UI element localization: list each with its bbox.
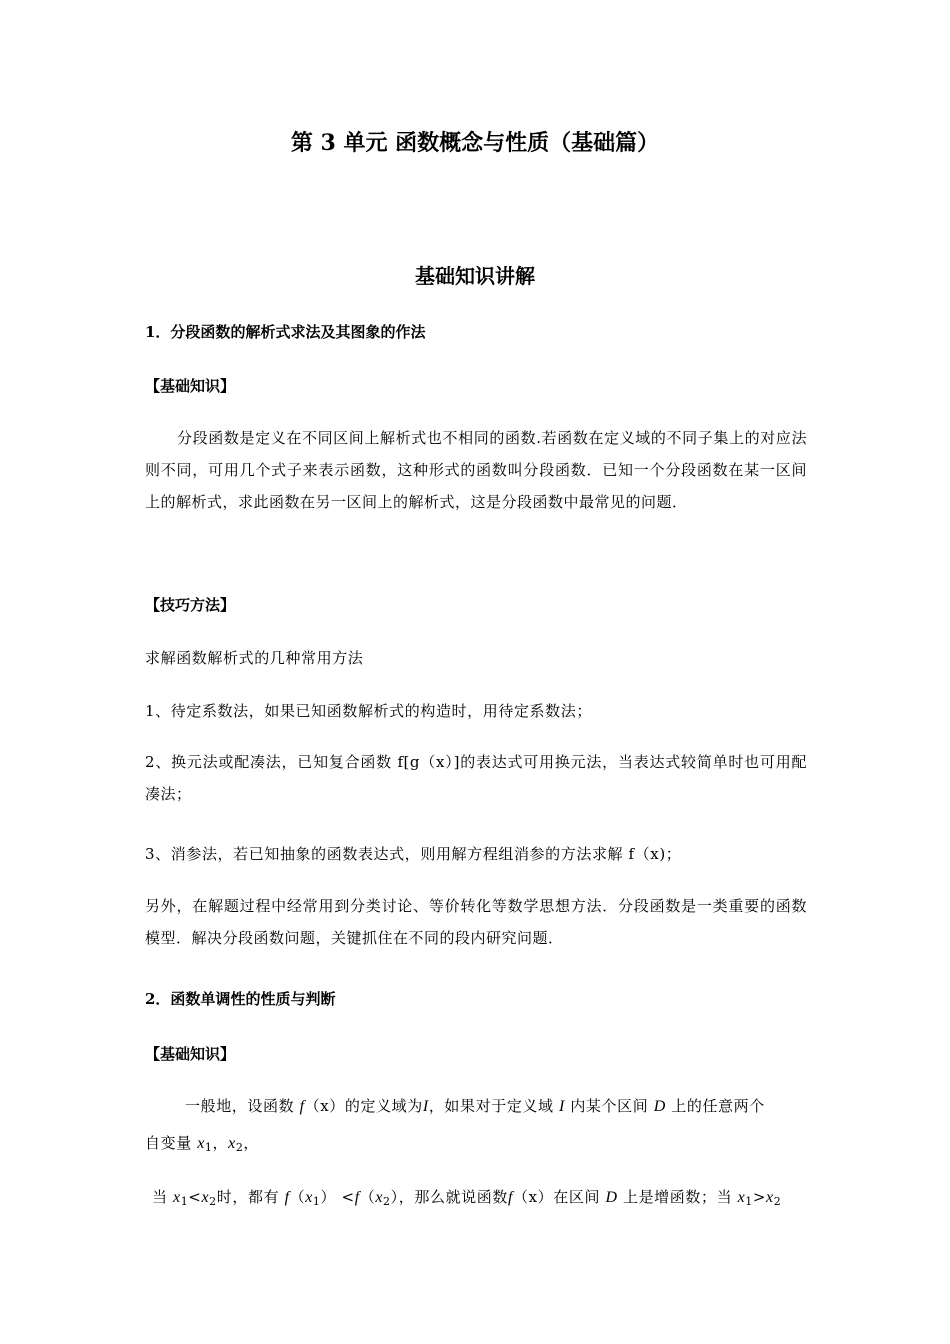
text: ） — [320, 1188, 337, 1206]
math-f: f — [284, 1189, 290, 1206]
math-x: x — [766, 1189, 774, 1206]
subscript: 1 — [180, 1195, 189, 1208]
text: 一般地，设函数 — [185, 1097, 295, 1115]
math-f: f — [507, 1189, 514, 1206]
subscript: 1 — [312, 1195, 321, 1208]
section1-tips-label: 【技巧方法】 — [145, 596, 236, 614]
text: （ — [289, 1188, 306, 1206]
section1-basics-label: 【基础知识】 — [145, 377, 236, 395]
math-f: f — [354, 1189, 360, 1206]
subscript: 2 — [209, 1195, 217, 1208]
document-title: 第 3 单元 函数概念与性质（基础篇） — [290, 130, 660, 156]
section-banner-basics: 基础知识讲解 — [415, 264, 535, 288]
math-x: x — [228, 1135, 236, 1152]
text: 当 — [152, 1188, 168, 1206]
math-x: x — [737, 1189, 746, 1206]
text: 内某个区间 — [570, 1097, 649, 1115]
text: 上的任意两个 — [671, 1097, 765, 1115]
text: ， — [212, 1134, 229, 1152]
math-D: D — [605, 1189, 618, 1206]
text: （x）的定义域为 — [304, 1097, 423, 1115]
section1-basics-paragraph: 分段函数是定义在不同区间上解析式也不相同的函数.若函数在定义域的不同子集上的对应法则不同，可用几个式子来表示函数，这种形式的函数叫分段函数．已知一个分段函数在某一区间上的解析式，求此函数在另一区间上的解析式，这是分段函数中最常见的问题． — [145, 429, 807, 511]
subscript: 1 — [745, 1195, 753, 1208]
subscript: 2 — [235, 1141, 244, 1154]
section2-basics-label: 【基础知识】 — [145, 1045, 236, 1063]
definition-line-1 — [185, 1095, 765, 1116]
math-f: f — [299, 1098, 305, 1115]
subscript: 1 — [204, 1141, 213, 1154]
subscript: 2 — [773, 1195, 782, 1208]
extra-paragraph: 另外，在解题过程中经常用到分类讨论、等价转化等数学思想方法．分段函数是一类重要的函数模型．解决分段函数问题，关键抓住在不同的段内研究问题． — [145, 897, 807, 947]
less-than: < — [341, 1188, 355, 1206]
definition-line-3 — [152, 1186, 781, 1208]
math-x: x — [305, 1189, 313, 1206]
greater-than: > — [752, 1188, 767, 1206]
text: （x）在区间 — [513, 1188, 601, 1206]
definition-line-2 — [145, 1132, 259, 1154]
math-x: x — [201, 1189, 210, 1206]
text: 上是增函数；当 — [622, 1188, 733, 1206]
tips-intro: 求解函数解析式的几种常用方法 — [145, 649, 364, 667]
math-I: I — [559, 1098, 565, 1115]
math-x: x — [375, 1189, 384, 1206]
text: ，如果对于定义域 — [428, 1097, 554, 1115]
method-2: 2、换元法或配凑法，已知复合函数 f[g（x）]的表达式可用换元法，当表达式较简单时也可用配凑法； — [145, 753, 807, 803]
subscript: 2 — [383, 1195, 391, 1208]
text: （ — [359, 1188, 376, 1206]
method-3: 3、消参法，若已知抽象的函数表达式，则用解方程组消参的方法求解 f（x)； — [145, 845, 682, 863]
text: ，那么就说函数 — [398, 1188, 508, 1206]
text: 时，都有 — [216, 1188, 280, 1206]
math-x: x — [197, 1135, 205, 1152]
text: 自变量 — [145, 1134, 192, 1152]
section1-heading: 1．分段函数的解析式求法及其图象的作法 — [145, 323, 426, 341]
less-than: < — [188, 1188, 202, 1206]
method-1: 1、待定系数法，如果已知函数解析式的构造时，用待定系数法； — [145, 702, 592, 720]
math-I: I — [422, 1098, 429, 1115]
section2-heading: 2．函数单调性的性质与判断 — [145, 990, 336, 1008]
math-x: x — [172, 1189, 181, 1206]
math-D: D — [653, 1098, 666, 1115]
text: ， — [243, 1134, 260, 1152]
text: ） — [390, 1188, 399, 1206]
